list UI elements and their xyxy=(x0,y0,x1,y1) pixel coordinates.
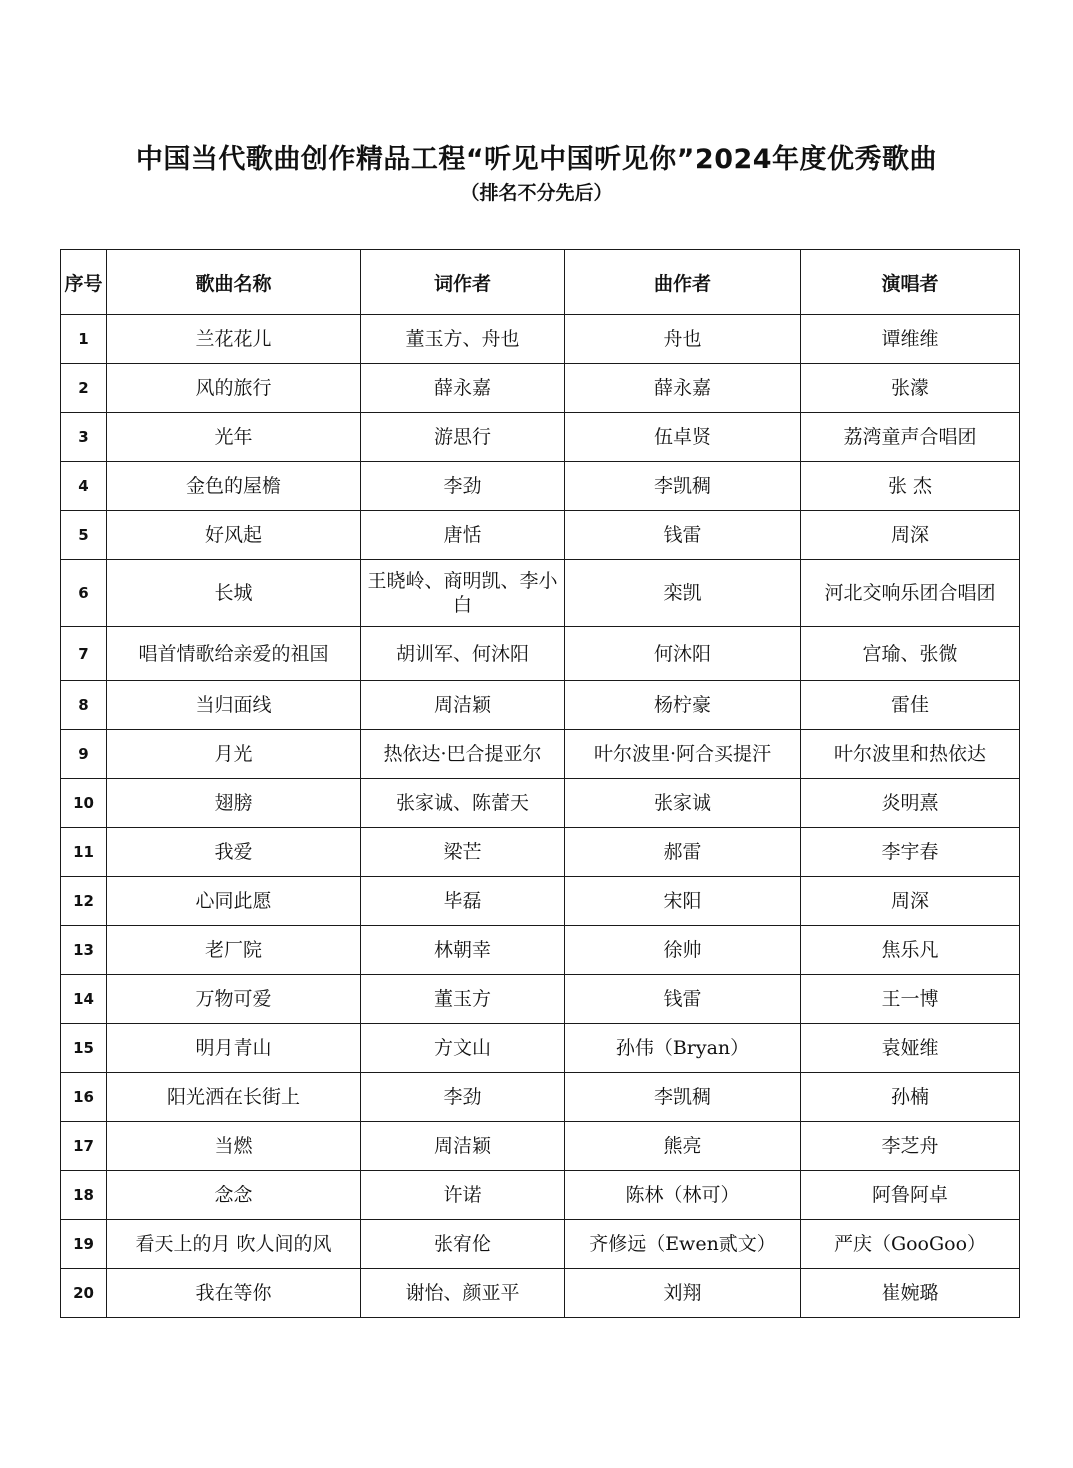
song-name-cell: 翅膀 xyxy=(107,779,361,828)
composer-cell: 孙伟（Bryan） xyxy=(565,1024,801,1073)
row-index: 15 xyxy=(61,1024,107,1073)
song-name-cell: 阳光洒在长街上 xyxy=(107,1073,361,1122)
table-row xyxy=(61,560,1020,627)
composer-cell: 钱雷 xyxy=(565,975,801,1024)
table-row xyxy=(61,926,1020,975)
song-name-cell: 万物可爱 xyxy=(107,975,361,1024)
row-index: 8 xyxy=(61,681,107,730)
table-row xyxy=(61,627,1020,681)
row-index: 13 xyxy=(61,926,107,975)
row-index: 10 xyxy=(61,779,107,828)
header-composer: 曲作者 xyxy=(565,250,801,315)
lyricist-cell: 董玉方 xyxy=(361,975,565,1024)
song-name-cell: 当燃 xyxy=(107,1122,361,1171)
composer-cell: 徐帅 xyxy=(565,926,801,975)
singer-cell: 周深 xyxy=(801,511,1020,560)
row-index: 14 xyxy=(61,975,107,1024)
lyricist-cell: 周洁颖 xyxy=(361,681,565,730)
row-index: 6 xyxy=(61,560,107,627)
composer-cell: 栾凯 xyxy=(565,560,801,627)
row-index: 1 xyxy=(61,315,107,364)
singer-cell: 雷佳 xyxy=(801,681,1020,730)
singer-cell: 崔婉璐 xyxy=(801,1269,1020,1318)
row-index: 12 xyxy=(61,877,107,926)
page-subtitle: （排名不分先后） xyxy=(460,182,613,204)
singer-cell: 宫瑜、张微 xyxy=(801,627,1020,681)
composer-cell: 刘翔 xyxy=(565,1269,801,1318)
song-name-cell: 长城 xyxy=(107,560,361,627)
lyricist-cell: 王晓岭、商明凯、李小白 xyxy=(361,560,565,627)
row-index: 5 xyxy=(61,511,107,560)
lyricist-cell: 薛永嘉 xyxy=(361,364,565,413)
table-row xyxy=(61,730,1020,779)
singer-cell: 焦乐凡 xyxy=(801,926,1020,975)
lyricist-cell: 许诺 xyxy=(361,1171,565,1220)
lyricist-cell: 董玉方、舟也 xyxy=(361,315,565,364)
singer-cell: 李宇春 xyxy=(801,828,1020,877)
table-header-row xyxy=(61,250,1020,315)
singer-cell: 严庆（GooGoo） xyxy=(801,1220,1020,1269)
lyricist-cell: 周洁颖 xyxy=(361,1122,565,1171)
lyricist-cell: 热依达·巴合提亚尔 xyxy=(361,730,565,779)
lyricist-cell: 李劲 xyxy=(361,1073,565,1122)
lyricist-cell: 胡训军、何沐阳 xyxy=(361,627,565,681)
singer-cell: 周深 xyxy=(801,877,1020,926)
table-body xyxy=(61,315,1020,1318)
table-row xyxy=(61,1171,1020,1220)
song-name-cell: 好风起 xyxy=(107,511,361,560)
song-name-cell: 当归面线 xyxy=(107,681,361,730)
table-row xyxy=(61,364,1020,413)
composer-cell: 何沐阳 xyxy=(565,627,801,681)
song-name-cell: 风的旅行 xyxy=(107,364,361,413)
singer-cell: 张 杰 xyxy=(801,462,1020,511)
song-name-cell: 金色的屋檐 xyxy=(107,462,361,511)
lyricist-cell: 谢怡、颜亚平 xyxy=(361,1269,565,1318)
song-name-cell: 心同此愿 xyxy=(107,877,361,926)
song-name-cell: 念念 xyxy=(107,1171,361,1220)
header-lyricist: 词作者 xyxy=(361,250,565,315)
table-row xyxy=(61,315,1020,364)
lyricist-cell: 张宥伦 xyxy=(361,1220,565,1269)
table-row xyxy=(61,681,1020,730)
song-name-cell: 唱首情歌给亲爱的祖国 xyxy=(107,627,361,681)
table-row xyxy=(61,828,1020,877)
lyricist-cell: 游思行 xyxy=(361,413,565,462)
lyricist-cell: 毕磊 xyxy=(361,877,565,926)
row-index: 20 xyxy=(61,1269,107,1318)
composer-cell: 郝雷 xyxy=(565,828,801,877)
singer-cell: 袁娅维 xyxy=(801,1024,1020,1073)
table-row xyxy=(61,779,1020,828)
row-index: 4 xyxy=(61,462,107,511)
composer-cell: 李凯稠 xyxy=(565,1073,801,1122)
singer-cell: 王一博 xyxy=(801,975,1020,1024)
lyricist-cell: 唐恬 xyxy=(361,511,565,560)
table-row xyxy=(61,877,1020,926)
table-row xyxy=(61,413,1020,462)
composer-cell: 齐修远（Ewen贰文） xyxy=(565,1220,801,1269)
singer-cell: 李芝舟 xyxy=(801,1122,1020,1171)
table-row xyxy=(61,1073,1020,1122)
singer-cell: 叶尔波里和热依达 xyxy=(801,730,1020,779)
singer-cell: 荔湾童声合唱团 xyxy=(801,413,1020,462)
song-name-cell: 我在等你 xyxy=(107,1269,361,1318)
lyricist-cell: 张家诚、陈蕾天 xyxy=(361,779,565,828)
song-name-cell: 老厂院 xyxy=(107,926,361,975)
composer-cell: 李凯稠 xyxy=(565,462,801,511)
singer-cell: 河北交响乐团合唱团 xyxy=(801,560,1020,627)
table-row xyxy=(61,1220,1020,1269)
composer-cell: 熊亮 xyxy=(565,1122,801,1171)
row-index: 17 xyxy=(61,1122,107,1171)
composer-cell: 钱雷 xyxy=(565,511,801,560)
table-row xyxy=(61,511,1020,560)
composer-cell: 张家诚 xyxy=(565,779,801,828)
header-song-name: 歌曲名称 xyxy=(107,250,361,315)
singer-cell: 炎明熹 xyxy=(801,779,1020,828)
composer-cell: 伍卓贤 xyxy=(565,413,801,462)
composer-cell: 宋阳 xyxy=(565,877,801,926)
page-title: 中国当代歌曲创作精品工程“听见中国听见你”2024年度优秀歌曲 xyxy=(135,144,938,175)
row-index: 16 xyxy=(61,1073,107,1122)
row-index: 2 xyxy=(61,364,107,413)
song-name-cell: 月光 xyxy=(107,730,361,779)
singer-cell: 阿鲁阿卓 xyxy=(801,1171,1020,1220)
row-index: 19 xyxy=(61,1220,107,1269)
composer-cell: 陈林（林可） xyxy=(565,1171,801,1220)
composer-cell: 杨柠豪 xyxy=(565,681,801,730)
singer-cell: 谭维维 xyxy=(801,315,1020,364)
row-index: 3 xyxy=(61,413,107,462)
lyricist-cell: 梁芒 xyxy=(361,828,565,877)
row-index: 9 xyxy=(61,730,107,779)
composer-cell: 叶尔波里·阿合买提汗 xyxy=(565,730,801,779)
table-row xyxy=(61,1024,1020,1073)
row-index: 7 xyxy=(61,627,107,681)
table-row xyxy=(61,1269,1020,1318)
singer-cell: 张濛 xyxy=(801,364,1020,413)
composer-cell: 薛永嘉 xyxy=(565,364,801,413)
song-name-cell: 兰花花儿 xyxy=(107,315,361,364)
header-index: 序号 xyxy=(61,250,107,315)
table-row xyxy=(61,462,1020,511)
singer-cell: 孙楠 xyxy=(801,1073,1020,1122)
song-name-cell: 明月青山 xyxy=(107,1024,361,1073)
row-index: 18 xyxy=(61,1171,107,1220)
lyricist-cell: 李劲 xyxy=(361,462,565,511)
composer-cell: 舟也 xyxy=(565,315,801,364)
table-row xyxy=(61,1122,1020,1171)
table-row xyxy=(61,975,1020,1024)
lyricist-cell: 方文山 xyxy=(361,1024,565,1073)
header-singer: 演唱者 xyxy=(801,250,1020,315)
songs-table xyxy=(60,249,1020,1318)
song-name-cell: 我爱 xyxy=(107,828,361,877)
row-index: 11 xyxy=(61,828,107,877)
song-name-cell: 看天上的月 吹人间的风 xyxy=(107,1220,361,1269)
song-name-cell: 光年 xyxy=(107,413,361,462)
lyricist-cell: 林朝幸 xyxy=(361,926,565,975)
